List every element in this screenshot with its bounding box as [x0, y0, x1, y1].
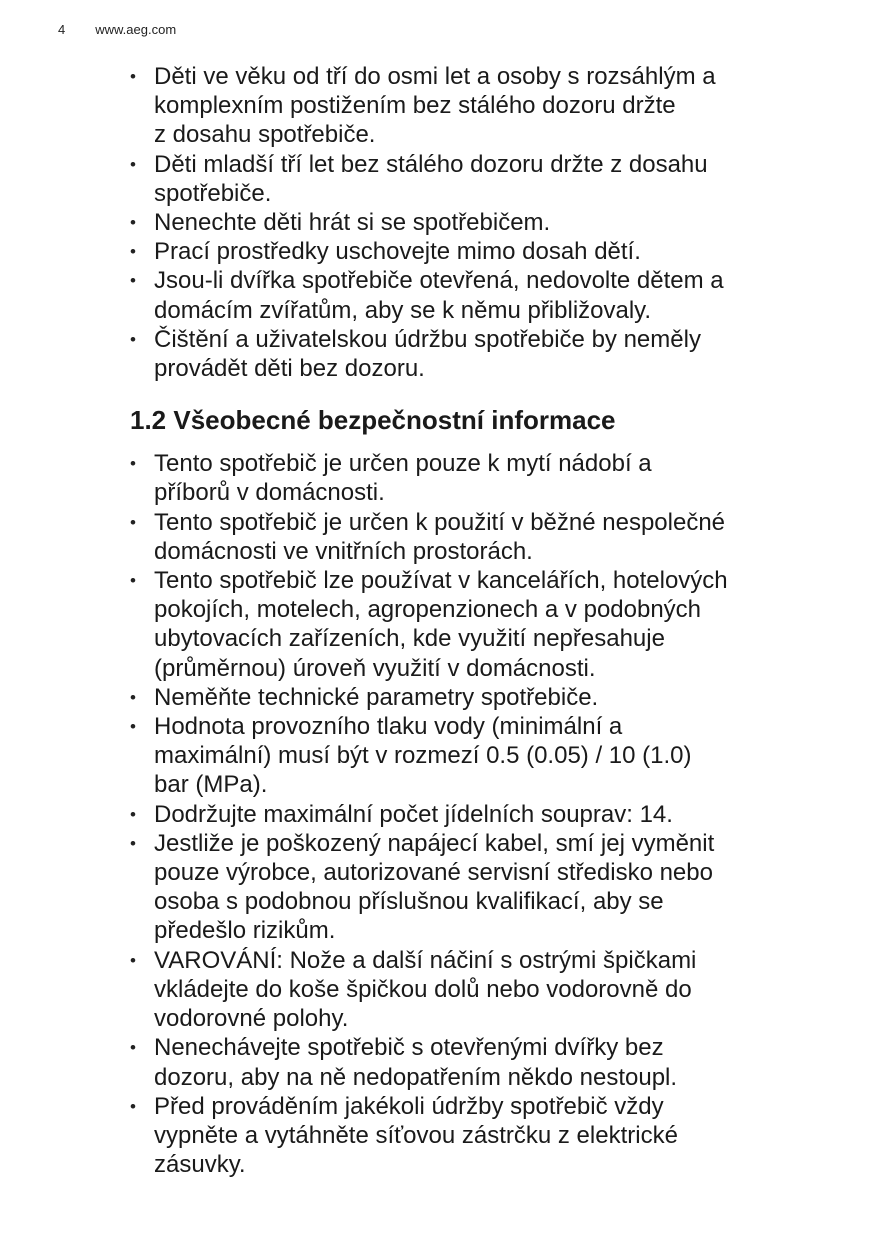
list-item: • Nenechávejte spotřebič s otevřenými dvířky bez dozoru, aby na ně nedopatřením někdo nestoupl. — [130, 1033, 820, 1091]
list-item: • Prací prostředky uschovejte mimo dosah dětí. — [130, 237, 820, 266]
list-item: • Před prováděním jakékoli údržby spotřebič vždy vypněte a vytáhněte síťovou zástrčku z elektrické zásuvky. — [130, 1092, 820, 1180]
list-item: • Tento spotřebič je určen pouze k mytí nádobí a příborů v domácnosti. — [130, 449, 820, 507]
list-item: • Dodržujte maximální počet jídelních souprav: 14. — [130, 800, 820, 829]
warning-list-item: • VAROVÁNÍ: Nože a další náčiní s ostrými špičkami vkládejte do koše špičkou dolů nebo vodorovně do vodorovné polohy. — [130, 946, 820, 1034]
list-item: • Čištění a uživatelskou údržbu spotřebiče by neměly provádět děti bez dozoru. — [130, 325, 820, 383]
list-item: • Jsou-li dvířka spotřebiče otevřená, nedovolte dětem a domácím zvířatům, aby se k němu přibližovaly. — [130, 266, 820, 324]
section-title: 1.2 Všeobecné bezpečnostní informace — [130, 405, 616, 436]
list-item: • Hodnota provozního tlaku vody (minimální a maximální) musí být v rozmezí 0.5 (0.05) / 10 (1.0) bar (MPa). — [130, 712, 820, 800]
list-item: • Děti ve věku od tří do osmi let a osoby s rozsáhlým a komplexním postižením bez stálého dozoru držte z dosahu spotřebiče. — [130, 62, 820, 150]
list-item: • Tento spotřebič lze používat v kancelářích, hotelových pokojích, motelech, agropenzionech a v podobných ubytovacích zařízeních, kde využití nepřesahuje (průměrnou) úroveň využití v domácnosti. — [130, 566, 820, 683]
list-item: • Jestliže je poškozený napájecí kabel, smí jej vyměnit pouze výrobce, autorizované servisní středisko nebo osoba s podobnou příslušnou kvalifikací, aby se předešlo rizikům. — [130, 829, 820, 946]
child-safety-list — [130, 62, 820, 383]
list-item: • Tento spotřebič je určen k použití v běžné nespolečné domácnosti ve vnitřních prostorách. — [130, 508, 820, 566]
list-item: • Neměňte technické parametry spotřebiče. — [130, 683, 820, 712]
page-number: 4 — [58, 22, 66, 37]
page-header — [58, 22, 176, 37]
list-item: • Děti mladší tří let bez stálého dozoru držte z dosahu spotřebiče. — [130, 150, 820, 208]
list-item: • Nenechte děti hrát si se spotřebičem. — [130, 208, 820, 237]
general-safety-list — [130, 449, 820, 1179]
website-url: www.aeg.com — [95, 22, 177, 37]
document-body — [130, 62, 820, 1179]
